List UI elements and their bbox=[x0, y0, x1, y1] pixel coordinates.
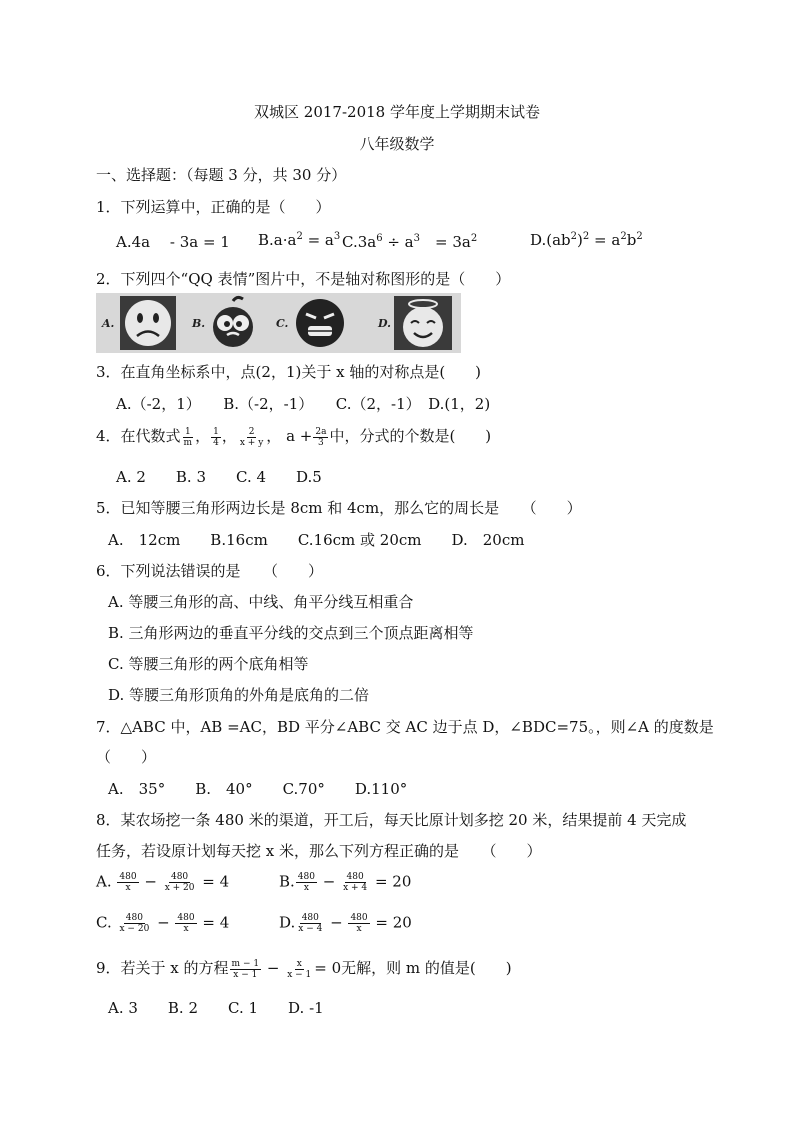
question-8-option-d: D. $\frac{480}{x - 4}$ − $\frac{480}{x}$ = 20 bbox=[279, 913, 412, 934]
face-label-b: B. bbox=[192, 317, 206, 330]
question-9-options: A. 3 B. 2 C. 1 D. -1 bbox=[108, 999, 324, 1017]
question-1-option-d: $D.(ab^2)^2 = a^2b^2$ bbox=[530, 231, 643, 249]
question-3-stem: 3．在直角坐标系中，点(2，1)关于 x 轴的对称点是( ) bbox=[96, 363, 482, 381]
exam-title: 双城区 2017-2018 学年度上学期期末试卷 bbox=[254, 103, 540, 121]
question-6-option-b: B. 三角形两边的垂直平分线的交点到三个顶点距离相等 bbox=[108, 624, 474, 642]
question-1-option-c: $C.3a^6 \div a^3$ = $3a^2$ bbox=[342, 233, 478, 251]
question-1-option-b: $B.a\cdot a^2 = a^3$ bbox=[258, 231, 341, 249]
question-8-option-b: B. $\frac{480}{x}$ − $\frac{480}{x + 4}$ = 20 bbox=[279, 872, 412, 893]
fraction: $\frac{1}{m}$ bbox=[183, 426, 193, 448]
question-7-stem-cont: （ ） bbox=[96, 748, 157, 766]
section-heading: 一、选择题：（每题 3 分，共 30 分） bbox=[96, 166, 347, 184]
question-6-option-c: C. 等腰三角形的两个底角相等 bbox=[108, 655, 309, 673]
question-7-stem: 7．△ABC 中，AB =AC，BD 平分∠ABC 交 AC 边于点 D，∠BDC=75。，则∠A 的度数是 bbox=[96, 718, 714, 736]
question-3-options: A.（-2，1） B.（-2，-1） C.（2，-1） D.(1，2) bbox=[116, 395, 491, 413]
question-6-option-a: A. 等腰三角形的高、中线、角平分线互相重合 bbox=[108, 593, 414, 611]
question-7-options: A. 35° B. 40° C.70° D.110° bbox=[108, 780, 408, 798]
question-1-option-a: A.4a - 3a = 1 bbox=[116, 233, 230, 251]
angel-face-icon bbox=[394, 296, 452, 350]
question-6-option-d: D. 等腰三角形顶角的外角是底角的二倍 bbox=[108, 686, 370, 704]
question-2-stem: 2．下列四个“QQ 表情”图片中，不是轴对称图形的是（ ） bbox=[96, 270, 511, 288]
bird-face-icon bbox=[208, 295, 258, 351]
question-8-stem: 8．某农场挖一条 480 米的渠道，开工后，每天比原计划多挖 20 米，结果提前 4 天完成 bbox=[96, 811, 687, 829]
qq-emoticon-strip bbox=[96, 293, 461, 353]
question-8-stem-cont: 任务，若设原计划每天挖 x 米，那么下列方程正确的是 （ ） bbox=[96, 842, 542, 860]
question-1-stem: 1．下列运算中，正确的是（ ） bbox=[96, 198, 331, 216]
question-5-stem: 5．已知等腰三角形两边长是 8cm 和 4cm，那么它的周长是 （ ） bbox=[96, 499, 582, 517]
exam-subtitle: 八年级数学 bbox=[359, 135, 435, 153]
question-4-options: A. 2 B. 3 C. 4 D.5 bbox=[116, 468, 322, 486]
question-4-stem: 4．在代数式 $\frac{1}{m}$ ， $\frac{1}{4}$ ， $\frac{2}{x + y}$ ， a + $\frac{2a}{3}$ 中，分式的个数是( ) bbox=[96, 426, 492, 448]
question-8-option-a: A. $\frac{480}{x}$ − $\frac{480}{x + 20}$ = 4 bbox=[96, 872, 230, 893]
fraction: $\frac{2a}{3}$ bbox=[315, 426, 327, 448]
fraction: $\frac{1}{4}$ bbox=[213, 426, 219, 448]
sad-face-icon bbox=[120, 296, 176, 350]
face-label-c: C. bbox=[276, 317, 289, 330]
question-9-stem: 9．若关于 x 的方程 $\frac{m - 1}{x - 1}$ − $\frac{x}{x - 1}$ = 0无解，则 m 的值是( ) bbox=[96, 958, 512, 980]
face-label-a: A. bbox=[102, 317, 115, 330]
question-6-stem: 6．下列说法错误的是 （ ） bbox=[96, 562, 324, 580]
question-8-option-c: C. $\frac{480}{x - 20}$ − $\frac{480}{x}$ = 4 bbox=[96, 913, 230, 934]
fraction: $\frac{2}{x + y}$ bbox=[239, 426, 264, 448]
face-label-d: D. bbox=[378, 317, 391, 330]
angry-face-icon bbox=[294, 297, 346, 349]
question-5-options: A. 12cm B.16cm C.16cm 或 20cm D. 20cm bbox=[108, 531, 525, 549]
